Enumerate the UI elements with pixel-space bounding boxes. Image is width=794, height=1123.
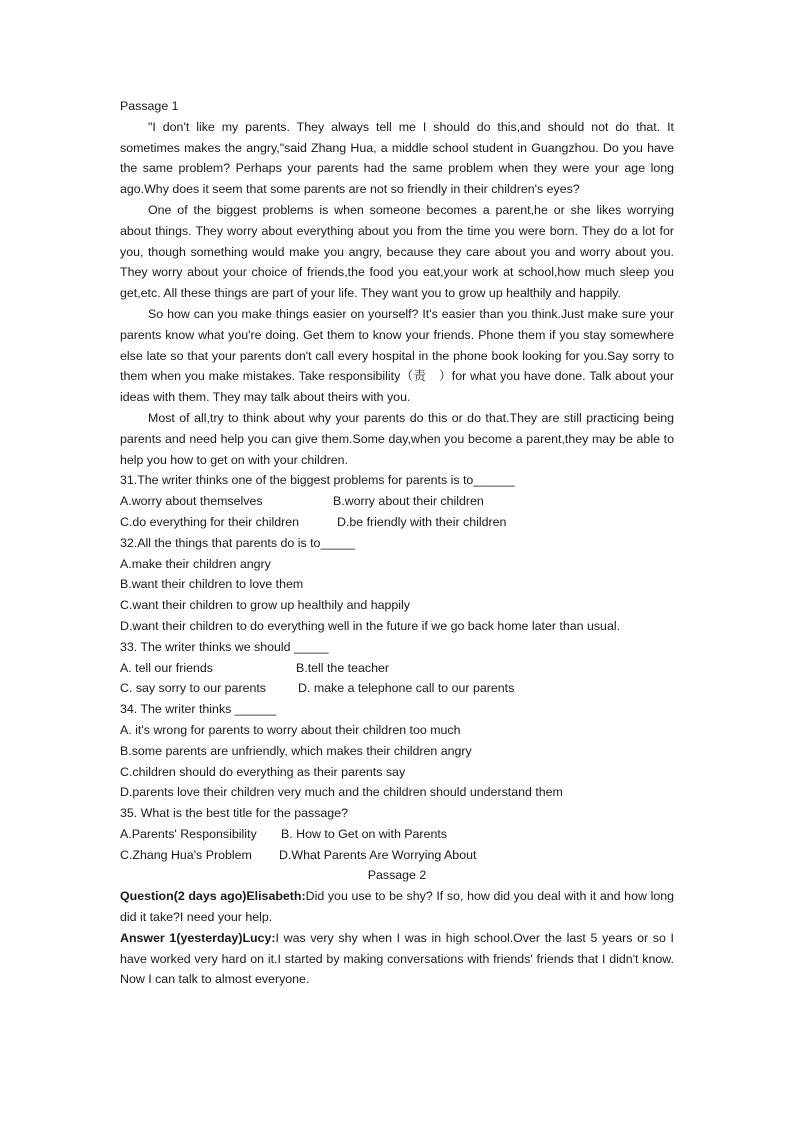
options-row [120,824,674,845]
question-32-stem: 32.All the things that parents do is to_____ [120,535,355,550]
passage-2-heading: Passage 2 [367,868,427,883]
post-label: Question(2 days ago)Elisabeth: [120,889,306,904]
option-a: A.Parents' Responsibility [120,826,257,841]
post-text: Did you use to be shy? If so, how did you deal with it and how long did it take?I need your help. [120,889,674,925]
option-b: B.want their children to love them [120,577,304,592]
passage-1-heading: Passage 1 [120,99,179,113]
paragraph: So how can you make things easier on yourself? It's easier than you think.Just make sure your parents know what you're doing. Get them to know your friends. Phone them if you stay somewhere else late so that your parents don't call every hospital in the phone book looking for you.Say sorry to them when you make mistakes. Take responsibility（责 ）for what you have done. Talk about your ideas with them. They may talk about theirs with you. [120,306,674,405]
post-text: I was very shy when I was in high school.Over the last 5 years or so I have worked very hard on it.I started by making conversations with friends' friends that I didn't know. Now I can talk to almost everyone. [120,930,674,987]
option-c: C.do everything for their children [120,514,300,529]
option-a: A. it's wrong for parents to worry about their children too much [120,722,461,737]
option-c: C.children should do everything as their parents say [120,764,406,779]
option-d: D.be friendly with their children [337,514,507,529]
option-d: D. make a telephone call to our parents [298,681,515,696]
option-b: B.tell the teacher [296,660,389,675]
options-row [120,491,674,512]
option-a: A. tell our friends [120,660,213,675]
document-page [120,96,674,990]
option-d: D.want their children to do everything well in the future if we go back home later than usual. [120,618,621,633]
paragraph: One of the biggest problems is when someone becomes a parent,he or she likes worrying about things. They worry about everything about you from the time you were born. They do a lot for you, though something would make you angry, because they care about you and worry about you. They worry about your choice of friends,the food you eat,your work at school,how much sleep you get,etc. All these things are part of your life. They want you to grow up healthily and happily. [120,202,674,301]
options-row [120,678,674,699]
question-31-stem: 31.The writer thinks one of the biggest problems for parents is to______ [120,473,515,488]
paragraph: Most of all,try to think about why your parents do this or do that.They are still practicing being parents and need help you can give them.Some day,when you become a parent,they may be able to help you how to get on with your children. [120,410,674,467]
option-a: A.make their children angry [120,556,271,571]
question-33-stem: 33. The writer thinks we should _____ [120,639,329,654]
option-b: B. How to Get on with Parents [281,826,447,841]
answer-post [120,928,674,990]
option-b: B.worry about their children [333,494,484,509]
option-c: C.Zhang Hua's Problem [120,847,252,862]
option-c: C. say sorry to our parents [120,681,266,696]
option-c: C.want their children to grow up healthily and happily [120,598,410,613]
options-row [120,845,674,866]
options-row [120,658,674,679]
paragraph: "I don't like my parents. They always tell me I should do this,and should not do that. It sometimes makes the angry,"said Zhang Hua, a middle school student in Guangzhou. Do you have the same problem? Perhaps your parents had the same problem when they were your age long ago.Why does it seem that some parents are not so friendly in their children's eyes? [120,119,674,197]
option-b: B.some parents are unfriendly, which makes their children angry [120,743,472,758]
question-post [120,886,674,928]
option-d: D.parents love their children very much and the children should understand them [120,785,563,800]
question-35-stem: 35. What is the best title for the passage? [120,806,348,821]
option-d: D.What Parents Are Worrying About [279,847,477,862]
options-row [120,512,674,533]
post-label: Answer 1(yesterday)Lucy: [120,930,276,945]
question-34-stem: 34. The writer thinks ______ [120,702,277,717]
option-a: A.worry about themselves [120,494,263,509]
